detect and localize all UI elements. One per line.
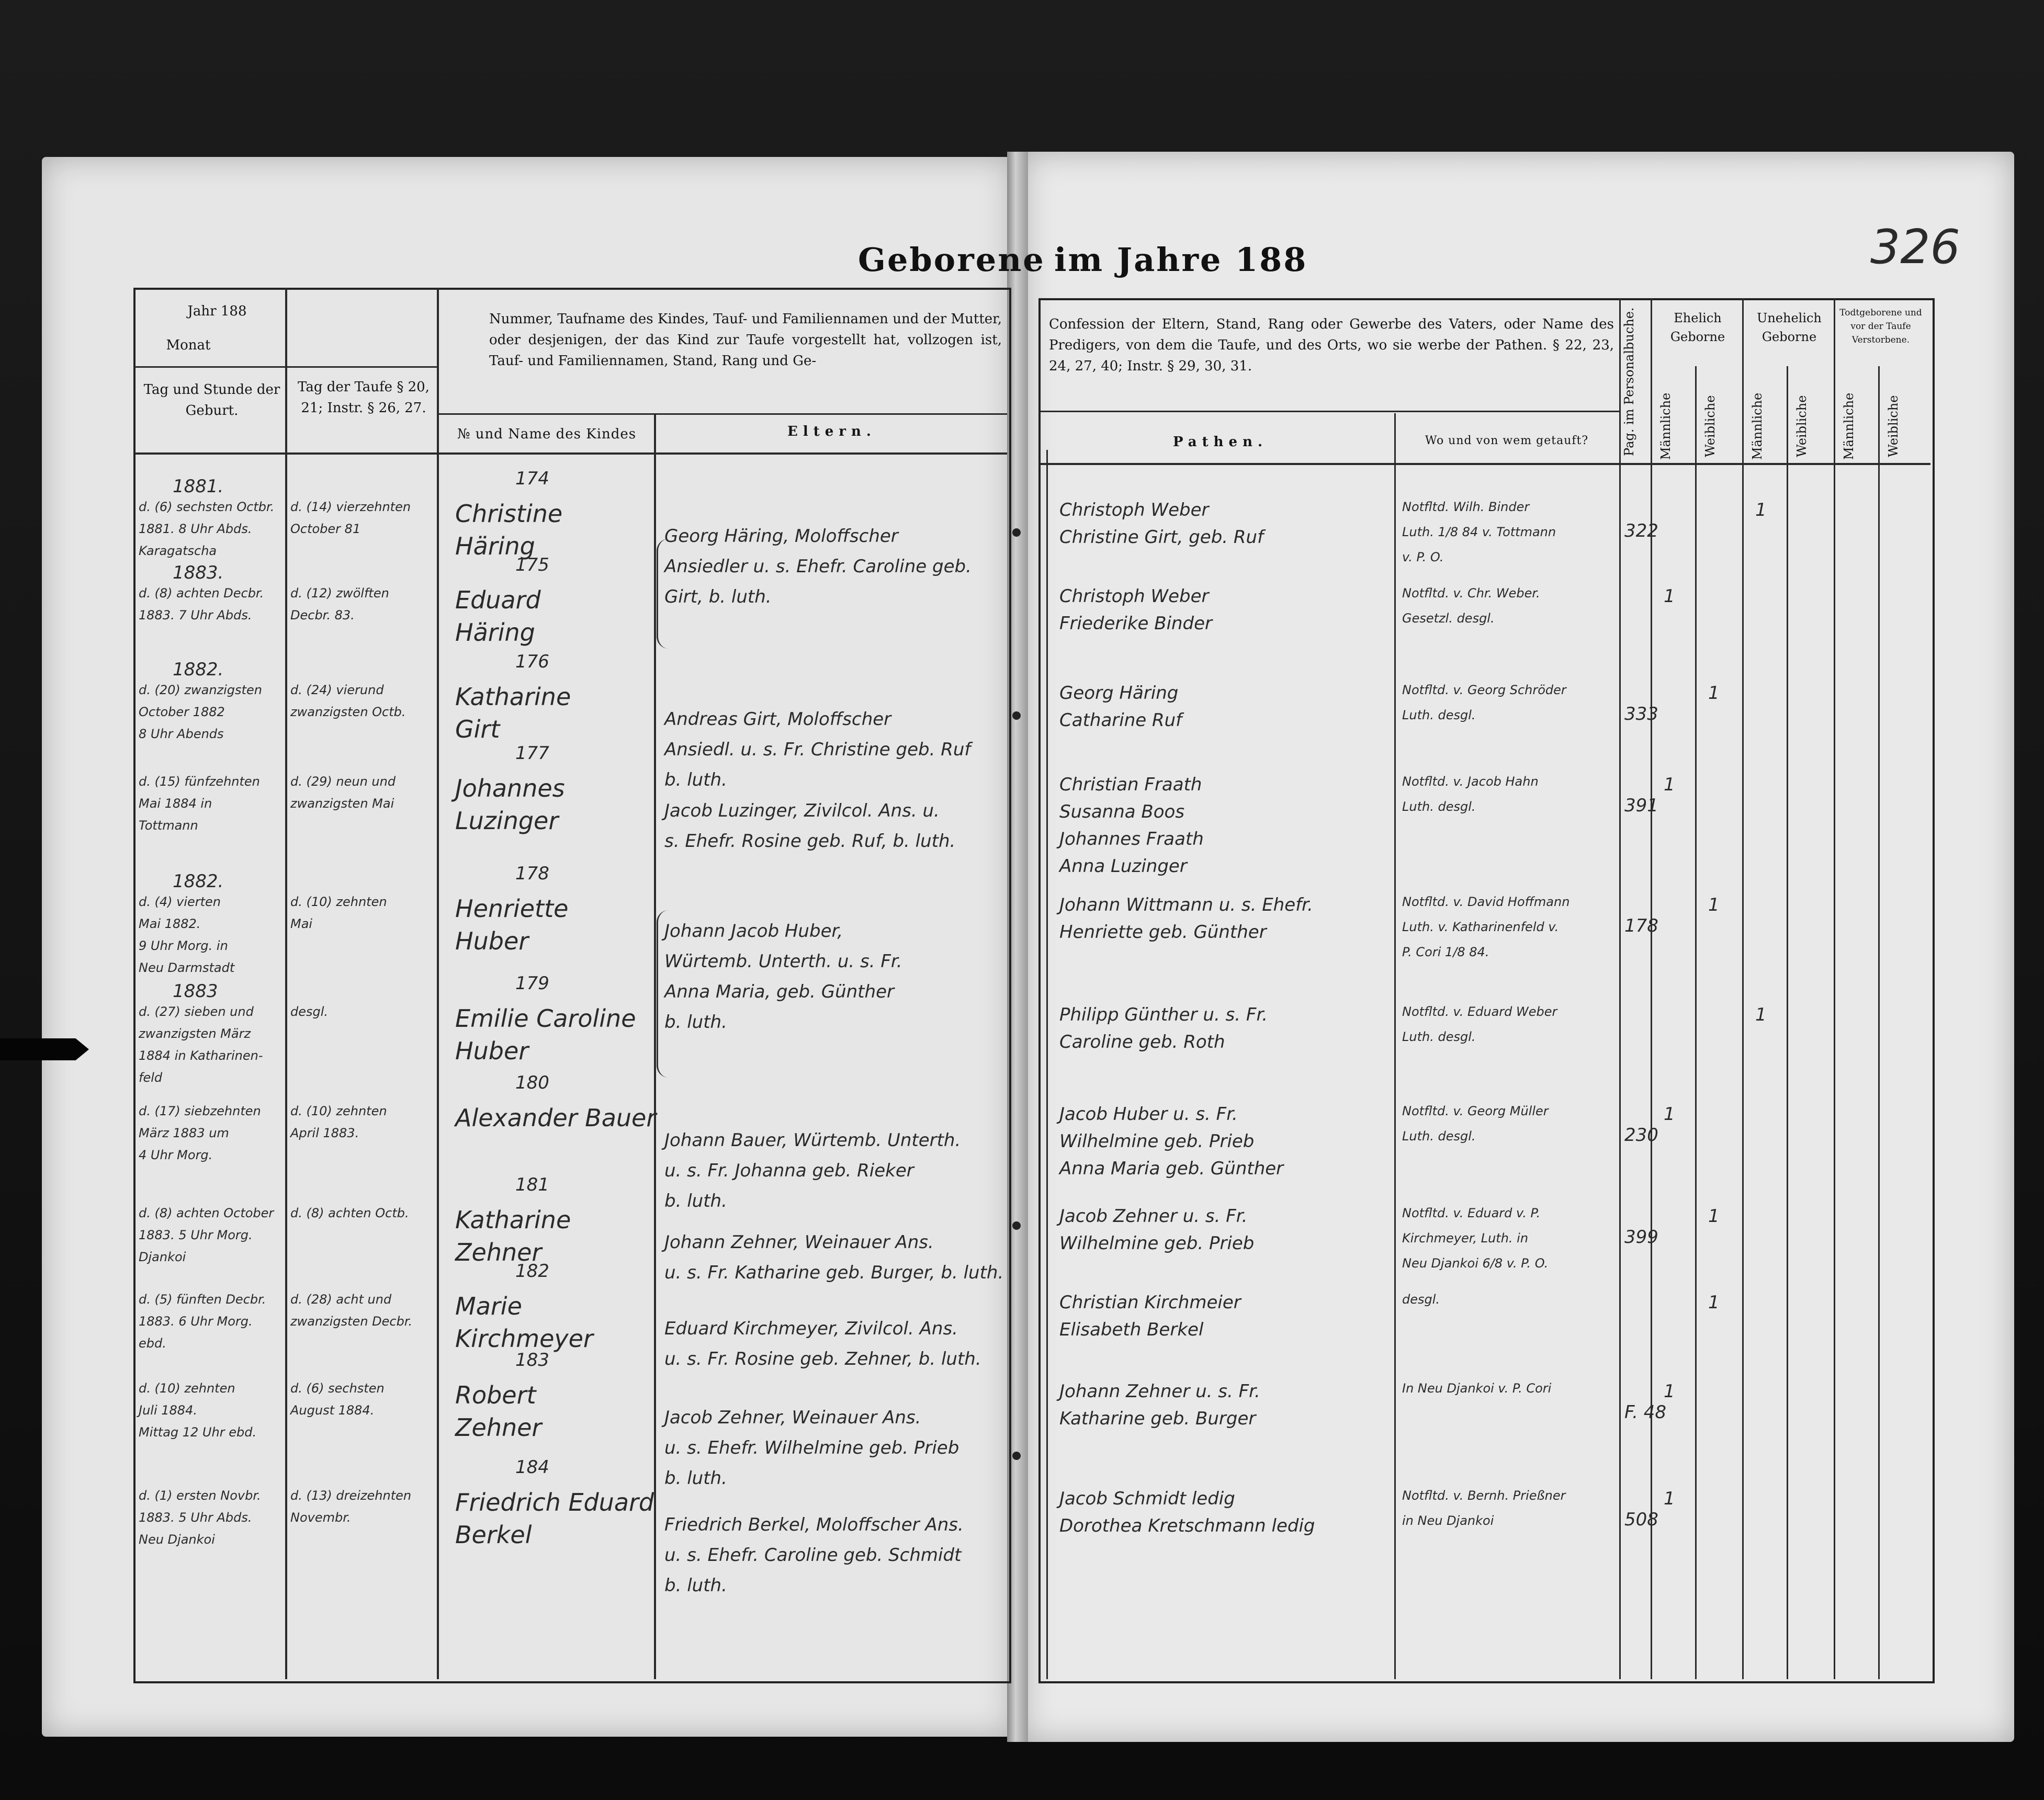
godparent-name: Christian Fraath	[1059, 774, 1202, 795]
entry-year: 1882.	[173, 659, 224, 680]
baptism-place: Luth. desgl.	[1402, 1029, 1476, 1044]
parents-text: u. s. Fr. Rosine geb. Zehner, b. luth.	[664, 1349, 981, 1369]
parents-text: Eduard Kirchmeyer, Zivilcol. Ans.	[664, 1318, 958, 1339]
birth-date: d. (4) vierten	[139, 895, 221, 909]
personal-book-page: 178	[1624, 915, 1658, 936]
child-name: Christine	[455, 500, 563, 528]
child-name: Henriette	[455, 895, 569, 923]
birth-date: Karagatscha	[139, 544, 217, 558]
baptism-place: In Neu Djankoi v. P. Cori	[1402, 1381, 1552, 1396]
tally-mark: 1	[1664, 1488, 1675, 1509]
baptism-date: d. (10) zehnten	[290, 1104, 387, 1118]
birth-date: 1883. 7 Uhr Abds.	[139, 608, 252, 622]
header-todt: Todtgeborene und vor der Taufe Verstorbene.	[1839, 308, 1922, 345]
tally-mark: 1	[1708, 683, 1720, 704]
page-number: 326	[1870, 220, 1960, 275]
baptism-place: Notfltd. v. Bernh. Prießner	[1402, 1488, 1566, 1503]
header-ehelich-w: Weibliche	[1703, 395, 1718, 458]
parents-text: b. luth.	[664, 1575, 727, 1596]
child-name: Katharine	[455, 683, 571, 711]
parents-text: Anna Maria, geb. Günther	[664, 981, 894, 1002]
godparent-name: Johann Wittmann u. s. Ehefr.	[1059, 895, 1313, 915]
baptism-date: zwanzigsten Decbr.	[290, 1314, 413, 1329]
child-name: Marie	[455, 1292, 522, 1320]
parents-text: b. luth.	[664, 769, 727, 790]
baptism-date: April 1883.	[290, 1126, 359, 1140]
header-rule	[135, 366, 437, 368]
child-name: Zehner	[455, 1238, 542, 1266]
entry-number: 184	[515, 1457, 549, 1478]
baptism-date: zwanzigsten Mai	[290, 796, 394, 811]
baptism-place: Notfltd. v. Eduard v. P.	[1402, 1206, 1541, 1220]
godparent-name: Jacob Huber u. s. Fr.	[1059, 1104, 1238, 1125]
parents-text: u. s. Fr. Johanna geb. Rieker	[664, 1160, 914, 1181]
binding-hole	[1012, 528, 1021, 537]
column-rule	[1787, 366, 1788, 1679]
birth-date: d. (1) ersten Novbr.	[139, 1488, 261, 1503]
baptism-date: d. (10) zehnten	[290, 895, 387, 909]
birth-date: 4 Uhr Morg.	[139, 1148, 213, 1162]
baptism-date: d. (29) neun und	[290, 774, 396, 789]
tally-mark: 1	[1708, 895, 1720, 915]
godparent-name: Catharine Ruf	[1059, 710, 1182, 731]
baptism-place: Luth. desgl.	[1402, 799, 1476, 814]
header-year: Jahr 188	[187, 303, 247, 319]
parents-text: Johann Jacob Huber,	[664, 921, 843, 942]
baptism-date: Novembr.	[290, 1510, 351, 1525]
godparent-name: Dorothea Kretschmann ledig	[1059, 1515, 1315, 1536]
entry-number: 176	[515, 651, 549, 672]
column-rule	[1619, 298, 1621, 1679]
entry-number: 179	[515, 973, 549, 994]
birth-date: zwanzigsten März	[139, 1026, 251, 1041]
personal-book-page: 391	[1624, 795, 1658, 816]
birth-date: 8 Uhr Abends	[139, 727, 224, 741]
baptism-place: Kirchmeyer, Luth. in	[1402, 1231, 1529, 1246]
tally-mark: 1	[1755, 1004, 1767, 1025]
entry-number: 182	[515, 1261, 549, 1282]
header-pag: Pag. im Personalbuche.	[1622, 307, 1636, 457]
baptism-date: October 81	[290, 522, 361, 536]
header-unehelich-w: Weibliche	[1794, 395, 1809, 458]
heading-right: im Jahre 188	[1054, 241, 1308, 279]
tally-mark: 1	[1708, 1292, 1720, 1313]
parents-text: b. luth.	[664, 1468, 727, 1489]
header-godparents: Pathen.	[1172, 434, 1268, 450]
baptism-place: Notfltd. v. Jacob Hahn	[1402, 774, 1539, 789]
entry-year: 1883.	[173, 562, 224, 583]
header-rule	[437, 413, 1007, 415]
godparent-name: Philipp Günther u. s. Fr.	[1059, 1004, 1268, 1025]
baptism-place: Luth. desgl.	[1402, 1129, 1476, 1144]
entry-year: 1883	[173, 981, 218, 1002]
header-where: Wo und von wem getauft?	[1425, 434, 1589, 447]
header-ehelich-m: Männliche	[1658, 392, 1673, 460]
binding-hole	[1012, 1221, 1021, 1230]
godparent-name: Jacob Zehner u. s. Fr.	[1059, 1206, 1248, 1227]
baptism-place: Neu Djankoi 6/8 v. P. O.	[1402, 1256, 1549, 1271]
birth-date: Neu Darmstadt	[139, 960, 235, 975]
godparent-name: Georg Häring	[1059, 683, 1179, 704]
parents-text: Ansiedl. u. s. Fr. Christine geb. Ruf	[664, 739, 971, 760]
godparent-name: Christine Girt, geb. Ruf	[1059, 527, 1264, 548]
baptism-place: Notfltd. v. Georg Schröder	[1402, 683, 1566, 697]
personal-book-page: 322	[1624, 520, 1658, 541]
baptism-place: v. P. O.	[1402, 550, 1444, 564]
birth-date: 1881. 8 Uhr Abds.	[139, 522, 252, 536]
baptism-place: Gesetzl. desgl.	[1402, 611, 1495, 626]
entry-number: 181	[515, 1174, 549, 1195]
godparent-name: Christoph Weber	[1059, 586, 1209, 607]
parents-text: b. luth.	[664, 1012, 727, 1033]
column-rule	[437, 288, 439, 1679]
baptism-place: Luth. v. Katharinenfeld v.	[1402, 920, 1559, 934]
parents-text: Friedrich Berkel, Moloffscher Ans.	[664, 1514, 964, 1535]
parents-text: Girt, b. luth.	[664, 586, 772, 607]
tally-mark: 1	[1664, 586, 1675, 607]
birth-date: 1883. 5 Uhr Morg.	[139, 1228, 253, 1242]
baptism-date: Decbr. 83.	[290, 608, 355, 622]
birth-date: Tottmann	[139, 818, 198, 833]
header-unehelich: Unehelich Geborne	[1757, 311, 1822, 344]
header-rule	[135, 452, 1007, 455]
header-baptism: Tag der Taufe § 20, 21; Instr. § 26, 27.	[298, 379, 430, 416]
baptism-date: zwanzigsten Octb.	[290, 705, 406, 719]
godparent-name: Johannes Fraath	[1059, 829, 1204, 850]
godparent-name: Caroline geb. Roth	[1059, 1032, 1225, 1052]
column-rule	[1834, 298, 1835, 1679]
child-name: Häring	[455, 532, 535, 560]
entry-number: 177	[515, 743, 549, 764]
child-name: Häring	[455, 618, 535, 647]
column-rule	[654, 413, 656, 1679]
personal-book-page: 508	[1624, 1509, 1658, 1530]
tally-mark: 1	[1664, 774, 1675, 795]
birth-date: d. (20) zwanzigsten	[139, 683, 262, 697]
parents-text: u. s. Fr. Katharine geb. Burger, b. luth.	[664, 1262, 1004, 1283]
header-month: Monat	[166, 337, 211, 353]
baptism-date: d. (28) acht und	[290, 1292, 392, 1307]
godparent-name: Wilhelmine geb. Prieb	[1059, 1233, 1255, 1254]
birth-date: Mai 1882.	[139, 916, 201, 931]
child-name: Katharine	[455, 1206, 571, 1234]
baptism-date: d. (14) vierzehnten	[290, 500, 411, 514]
godparent-name: Christoph Weber	[1059, 500, 1209, 520]
child-name: Kirchmeyer	[455, 1324, 593, 1353]
godparent-name: Wilhelmine geb. Prieb	[1059, 1131, 1255, 1152]
column-rule	[285, 288, 287, 1679]
baptism-date: Mai	[290, 916, 313, 931]
personal-book-page: 230	[1624, 1125, 1658, 1146]
child-name: Emilie Caroline	[455, 1004, 636, 1033]
tally-mark: 1	[1664, 1381, 1675, 1402]
header-parents: Eltern.	[787, 424, 876, 439]
godparent-name: Anna Maria geb. Günther	[1059, 1158, 1284, 1179]
birth-date: Djankoi	[139, 1250, 186, 1264]
bookmark-tab	[0, 1038, 89, 1060]
header-child: № und Name des Kindes	[457, 426, 637, 442]
birth-date: 1883. 6 Uhr Morg.	[139, 1314, 253, 1329]
godparent-name: Friederike Binder	[1059, 613, 1213, 634]
parents-text: Johann Zehner, Weinauer Ans.	[664, 1232, 934, 1253]
header-unehelich-m: Männliche	[1750, 392, 1765, 460]
child-name: Luzinger	[455, 807, 559, 835]
godparent-name: Anna Luzinger	[1059, 856, 1187, 877]
birth-date: März 1883 um	[139, 1126, 229, 1140]
birth-date: d. (17) siebzehnten	[139, 1104, 261, 1118]
child-name: Alexander Bauer	[455, 1104, 657, 1132]
column-rule	[1046, 450, 1048, 1679]
personal-book-page: 333	[1624, 704, 1658, 724]
binding-hole	[1012, 711, 1021, 720]
birth-date: Mai 1884 in	[139, 796, 212, 811]
entry-number: 174	[515, 468, 549, 489]
binding-hole	[1012, 1452, 1021, 1460]
birth-date: d. (8) achten October	[139, 1206, 274, 1220]
header-rule	[1040, 463, 1930, 465]
godparent-name: Johann Zehner u. s. Fr.	[1059, 1381, 1260, 1402]
child-name: Berkel	[455, 1521, 532, 1549]
column-rule	[1878, 366, 1880, 1679]
brace-mark	[657, 539, 669, 649]
header-right-group: Confession der Eltern, Stand, Rang oder Gewerbe des Vaters, oder Name des Predigers, von dem die Taufe, und des Orts, wo sie werbe der Pathen. § 22, 23, 24, 27, 40; Instr. § 29, 30, 31.	[1049, 316, 1614, 374]
parents-text: b. luth.	[664, 1191, 727, 1212]
birth-date: Mittag 12 Uhr ebd.	[139, 1425, 257, 1440]
header-todt-w: Weibliche	[1886, 395, 1901, 458]
birth-date: d. (5) fünften Decbr.	[139, 1292, 266, 1307]
baptism-date: d. (6) sechsten	[290, 1381, 385, 1396]
header-birth: Tag und Stunde der Geburt.	[143, 382, 280, 418]
child-name: Johannes	[455, 774, 565, 802]
birth-date: d. (15) fünfzehnten	[139, 774, 260, 789]
personal-book-page: F. 48	[1624, 1402, 1667, 1423]
entry-number: 180	[515, 1072, 549, 1093]
birth-date: 1883. 5 Uhr Abds.	[139, 1510, 252, 1525]
baptism-place: in Neu Djankoi	[1402, 1513, 1494, 1528]
baptism-date: d. (12) zwölften	[290, 586, 389, 601]
header-ehelich: Ehelich Geborne	[1670, 311, 1725, 344]
entry-year: 1881.	[173, 476, 224, 497]
tally-mark: 1	[1664, 1104, 1675, 1125]
parents-text: Johann Bauer, Würtemb. Unterth.	[664, 1130, 961, 1151]
birth-date: d. (10) zehnten	[139, 1381, 235, 1396]
column-rule	[1394, 413, 1396, 1679]
parents-text: s. Ehefr. Rosine geb. Ruf, b. luth.	[664, 831, 956, 852]
personal-book-page: 399	[1624, 1227, 1658, 1248]
header-rule	[1040, 411, 1619, 412]
baptism-place: Luth. desgl.	[1402, 708, 1476, 722]
brace-mark	[657, 910, 669, 1078]
baptism-place: Notfltd. v. David Hoffmann	[1402, 895, 1570, 909]
baptism-date: August 1884.	[290, 1403, 375, 1418]
baptism-place: Notfltd. Wilh. Binder	[1402, 500, 1530, 514]
parents-text: u. s. Ehefr. Wilhelmine geb. Prieb	[664, 1437, 959, 1458]
godparent-name: Elisabeth Berkel	[1059, 1319, 1204, 1340]
baptism-place: P. Cori 1/8 84.	[1402, 945, 1489, 959]
birth-date: d. (6) sechsten Octbr.	[139, 500, 275, 514]
column-rule	[1742, 298, 1744, 1679]
tally-mark: 1	[1708, 1206, 1720, 1227]
godparent-name: Christian Kirchmeier	[1059, 1292, 1241, 1313]
entry-number: 178	[515, 863, 549, 884]
birth-date: October 1882	[139, 705, 225, 719]
birth-date: d. (8) achten Decbr.	[139, 586, 264, 601]
child-name: Friedrich Eduard	[455, 1488, 654, 1516]
birth-date: d. (27) sieben und	[139, 1004, 254, 1019]
parents-text: Andreas Girt, Moloffscher	[664, 709, 891, 730]
baptism-place: Notfltd. v. Chr. Weber.	[1402, 586, 1540, 601]
tally-mark: 1	[1755, 500, 1767, 520]
baptism-place: Notfltd. v. Georg Müller	[1402, 1104, 1549, 1118]
birth-date: ebd.	[139, 1336, 166, 1351]
child-name: Huber	[455, 1037, 529, 1065]
column-rule	[1651, 298, 1652, 1679]
baptism-date: desgl.	[290, 1004, 329, 1019]
column-rule	[1695, 366, 1697, 1679]
parents-text: Jacob Luzinger, Zivilcol. Ans. u.	[664, 800, 940, 821]
godparent-name: Katharine geb. Burger	[1059, 1408, 1256, 1429]
birth-date: Juli 1884.	[139, 1403, 197, 1418]
birth-date: 9 Uhr Morg. in	[139, 938, 228, 953]
header-todt-m: Männliche	[1842, 392, 1856, 460]
entry-number: 183	[515, 1350, 549, 1371]
child-name: Huber	[455, 927, 529, 955]
baptism-date: d. (8) achten Octb.	[290, 1206, 409, 1220]
baptism-place: Notfltd. v. Eduard Weber	[1402, 1004, 1557, 1019]
header-left-group: Nummer, Taufname des Kindes, Tauf- und Familiennamen und der Mutter, oder desjenigen, der das Kind zur Taufe vorgestellt hat, vollzogen ist, Tauf- und Familiennamen, Stand, Rang und Ge-	[489, 311, 1002, 369]
birth-date: 1884 in Katharinen-	[139, 1048, 263, 1063]
child-name: Zehner	[455, 1413, 542, 1442]
baptism-date: d. (13) dreizehnten	[290, 1488, 412, 1503]
birth-date: feld	[139, 1070, 163, 1085]
entry-year: 1882.	[173, 871, 224, 892]
parents-text: Georg Häring, Moloffscher	[664, 526, 898, 547]
child-name: Girt	[455, 715, 500, 743]
heading-left: Geborene	[858, 241, 1045, 279]
entry-number: 175	[515, 554, 549, 575]
parents-text: Jacob Zehner, Weinauer Ans.	[664, 1407, 921, 1428]
baptism-place: Luth. 1/8 84 v. Tottmann	[1402, 525, 1556, 539]
godparent-name: Susanna Boos	[1059, 801, 1185, 822]
parents-text: Würtemb. Unterth. u. s. Fr.	[664, 951, 902, 972]
child-name: Robert	[455, 1381, 536, 1409]
parents-text: u. s. Ehefr. Caroline geb. Schmidt	[664, 1545, 962, 1566]
baptism-place: desgl.	[1402, 1292, 1440, 1307]
birth-date: Neu Djankoi	[139, 1532, 215, 1547]
godparent-name: Jacob Schmidt ledig	[1059, 1488, 1235, 1509]
baptism-date: d. (24) vierund	[290, 683, 384, 697]
godparent-name: Henriette geb. Günther	[1059, 922, 1267, 943]
parents-text: Ansiedler u. s. Ehefr. Caroline geb.	[664, 556, 972, 577]
child-name: Eduard	[455, 586, 541, 614]
